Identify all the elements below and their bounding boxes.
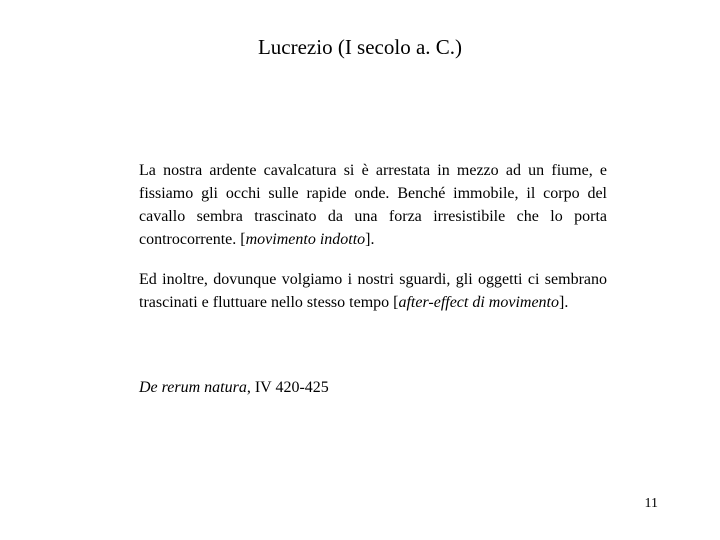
- citation-work-title: De rerum natura: [139, 379, 247, 396]
- paragraph-text: La nostra ardente cavalcatura si è arrestata in mezzo ad un fiume, e fissiamo gli occhi sulle rapide onde. Benché immobile, il corpo del cavallo sembra trascinato da una forza irresistibile che lo porta controcorrente.: [139, 162, 607, 248]
- bracket-open: [: [240, 231, 246, 248]
- slide-number: 11: [644, 496, 658, 511]
- bracket-close: ].: [559, 294, 569, 311]
- term-italic: after-effect di movimento: [398, 294, 559, 311]
- term-italic: movimento indotto: [245, 231, 366, 248]
- paragraph-text: Ed inoltre, dovunque volgiamo i nostri sguardi, gli oggetti ci sembrano trascinati e fluttuare nello stesso tempo: [139, 271, 607, 311]
- bracket-open: [: [393, 294, 399, 311]
- slide-title: Lucrezio (I secolo a. C.): [257, 35, 463, 59]
- bracket-close: ].: [365, 231, 375, 248]
- paragraph-motion-aftereffect: [139, 268, 607, 314]
- paragraph-induced-motion: [139, 159, 607, 251]
- citation-reference: , IV 420-425: [246, 379, 329, 396]
- citation: [139, 376, 329, 399]
